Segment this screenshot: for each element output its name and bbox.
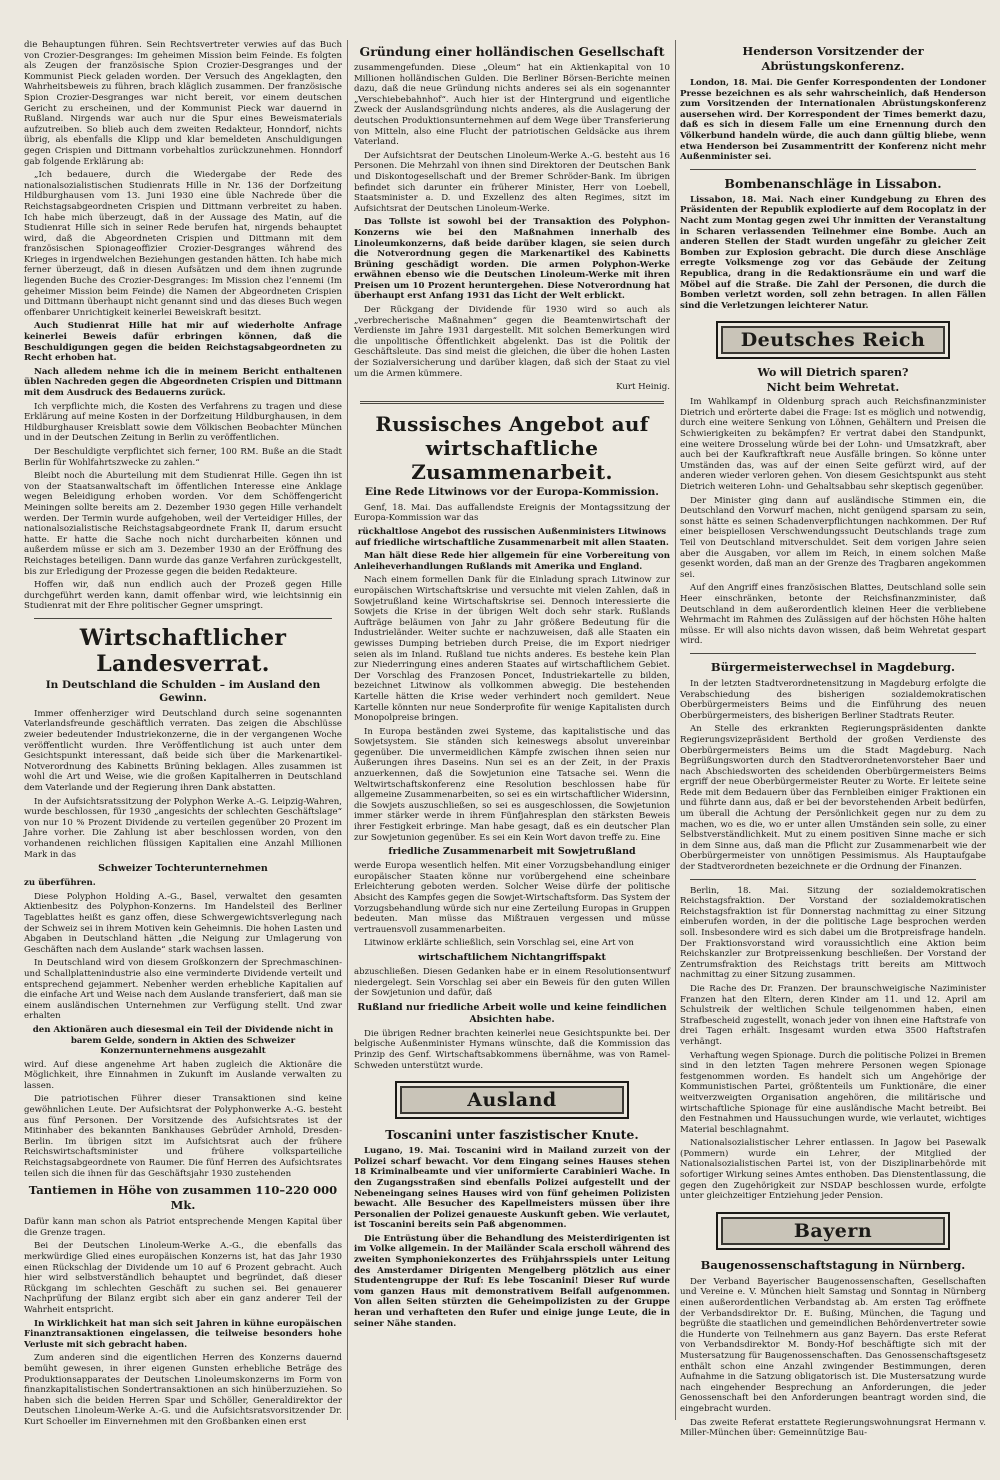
paragraph: Ich verpflichte mich, die Kosten des Verfahrens zu tragen und diese Erklärung auf meine Kosten in der Dorfzeitung Hildburghausen, in dem Hildburghauser Kreisblatt sowie dem Völkischen Beobachter München und in der Deutschen Zeitung in Berlin zu veröffentlichen. [24, 401, 342, 444]
headline-lissabon: Bombenanschläge in Lissabon. [724, 175, 942, 191]
divider [360, 401, 664, 404]
headline-russisches-angebot: Russisches Angebot auf wirtschaftliche Zusammenarbeit. [375, 411, 649, 484]
paragraph: wird. Auf diese angenehme Art haben zugleich die Aktionäre die Möglichkeit, ihre Einnahmen in Zukunft im Auslande verwalten zu lassen. [24, 1059, 342, 1091]
headline-dietrich: Wo will Dietrich sparen? [757, 366, 909, 380]
paragraph: An Stelle des erkrankten Regierungspräsidenten dankte Regierungsvizepräsident Berthold der großen Verdienste des Oberbürgermeisters Beims um die Stadt Magdeburg. Nach Begrüßungsworten durch den Stadtverordnetenvorsteher Baer und nach Abschiedsworten des scheidenden Oberbürgermeisters Beims ergriff der neue Oberbürgermeister Reuter zu Worte. Er leitete seine Rede mit dem Bedauern über das Fernbleiben einiger Fraktionen ein und führte dann aus, daß er bei der bevorstehenden Arbeit bedürfen, um überall die Achtung der Persönlichkeit gegen nur zu dem zu machen, wo es die, wo er unter allen Umständen sein solle, zu einer Selbstverständlichkeit. Mut zu einem positiven Sinne mache er sich in dem Sinne aus, daß man die Pflicht zur Zusammenarbeit wie der Oberbürgermeister von unnötigen Pessimismus. Als Hauptaufgabe der Stadtverordneten bezeichnete er die Ordnung der Finanzen. [680, 724, 986, 873]
paragraph: Der Rückgang der Dividende für 1930 wird so auch als „verbrecherische Maßnahmen“ gegen die Beamtenwirtschaft der Verdienste im Jahre 1931 dargestellt. Mit solchen Bemerkungen wird die unpolitische Öffentlichkeit abgelenkt. Das ist die Politik der Geschäftsleute. Das sind meist die gleichen, die über die hohen Lasten der Sozialversicherung und darüber klagen, daß sich der Staat zu viel um die Armen kümmere. [354, 305, 670, 379]
subhead-nichtangriffspakt: wirtschaftlichem Nichtangriffspakt [418, 951, 606, 963]
headline-magdeburg: Bürgermeisterwechsel in Magdeburg. [710, 659, 956, 674]
paragraph: die Behauptungen führen. Sein Rechtsvertreter verwies auf das Buch von Crozier-Desgranges: Im geheimen Mission beim Feinde. Es folgten als Zeugen der französische Spion Crozier-Desgranges und der Kommunist Pieck geladen worden. Der Versuch des Angeklagten, den Wahrheitsbeweis zu führen, brach kläglich zusammen. Der französische Spion Crozier-Desgranges war nicht bereit, vor einem deutschen Gericht zu erscheinen, und der Kommunist Pieck war dauernd in Rußland. Nirgends war auch nur die Spur eines Beweismaterials aufzutreiben. So blieb auch dem zweiten Redakteur, Honndorf, nichts übrig, als ebenfalls die Klipp und klar bemeldeten Anschuldigungen gegen Crispien und Dittmann vorbehaltlos zurückzunehmen. Honndorf gab folgende Erklärung ab: [24, 40, 342, 167]
headline-toscanini: Toscanini unter faszistischer Knute. [385, 1127, 639, 1143]
paragraph: Hoffen wir, daß nun endlich auch der Prozeß gegen Hille durchgeführt werden kann, damit offenbar wird, wie leichtsinnig ein Studienrat mit der Ehre politischer Gegner umspringt. [24, 580, 342, 612]
paragraph: werde Europa wesentlich helfen. Mit einer Vorzugsbehandlung einiger europäischer Staaten könne nur vorübergehend eine scheinbare Erleichterung geboten werden. Solcher Weise dürfe der politische Absicht des Kampfes gegen die Sowjet-Wirtschaftsform. Das System der Vorzugsbehandlung würde sich nur eine Zerteilung Europas in Gruppen bedeuten. Man müsse das Mißtrauen vergessen und müsse vertrauensvoll zusammenarbeiten. [354, 861, 670, 935]
divider [690, 169, 976, 170]
paragraph: In Wirklichkeit hat man sich seit Jahren in kühne europäischen Finanztransaktionen eingelassen, die teilweise besonders hohe Verluste mit sich gebracht haben. [24, 1318, 342, 1350]
paragraph: Der Aufsichtsrat der Deutschen Linoleum-Werke A.-G. besteht aus 16 Personen. Die Mehrzahl von ihnen sind Direktoren der Deutschen Bank und Diskontogesellschaft und der Bremer Schröder-Bank. Im übrigen befindet sich darunter ein früherer Minister, Herr von Loebell, Staatsminister a. D. und Exzellenz des alten Regimes, sitzt im Aufsichtsrat der Deutschen Linoleum-Werke. [354, 150, 670, 214]
paragraph: Nach alledem nehme ich die in meinem Bericht enthaltenen üblen Nachreden gegen die Abgeordneten Crispien und Dittmann mit dem Ausdruck des Bedauerns zurück. [24, 366, 342, 398]
paragraph: Die Entrüstung über die Behandlung des Meisterdirigenten ist im Volke allgemein. In der Mailänder Scala erscholl während des zweiten Symphoniekonzertes des Frühjahrsspiels unter Leitung des Amsterdamer Dirigenten Mengelberg plötzlich aus einer Studentengruppe der Ruf: Es lebe Toscanini! Dieser Ruf wurde vom ganzen Haus mit demonstrativem Beifall aufgenommen. Von allen Seiten stürzten die Geheimpolizisten zu der Gruppe heran und verhafteten den Rufer und einige junge Leute, die in seiner Nähe standen. [354, 1233, 670, 1329]
section-banner-bayern: Bayern [716, 1212, 950, 1250]
paragraph: Berlin, 18. Mai. Sitzung der sozialdemokratischen Reichstagsfraktion. Der Vorstand der sozialdemokratischen Reichstagsfraktion ist für Donnerstag nachmittag zu einer Sitzung einberufen worden, in der die politische Lage besprochen werden soll. Insbesondere wird es sich dabei um die Brotpreisfrage handeln. Der Fraktionsvorstand wird voraussichtlich eine Aktion beim Reichskanzler zur Brotpreissenkung beschließen. Der Vorstand der Zentrumsfraktion des Reichstags tritt bereits am Mittwoch nachmittag zu einer Sitzung zusammen. [680, 885, 986, 981]
paragraph: Zum anderen sind die eigentlichen Herren des Konzerns dauernd bemüht gewesen, in ihrer eigenen Gunsten erhebliche Beträge des Produktionsapparates der Deutschen Linoleumskonzerns im Form von finanzkapitalistischen Sondertransaktionen an sich hinüberzuziehen. So haben sich die beiden Herren Spar und Schöller, Generaldirektor der Deutschen Linoleum-Werke A.-G. und die Aufsichtsratsvorsitzender Dr. Kurt Schoeller im Einvernehmen mit den Großbanken einen erst [24, 1353, 342, 1427]
paragraph: In der letzten Stadtverordnetensitzung in Magdeburg erfolgte die Verabschiedung des bisherigen sozialdemokratischen Oberbürgermeisters Beims und die Einführung des neuen Oberbürgermeisters, des bisherigen Berliner Stadtrats Reuter. [680, 678, 986, 721]
paragraph: Genf, 18. Mai. Das auffallendste Ereignis der Montagssitzung der Europa-Kommission war das [354, 502, 670, 524]
column-left [24, 40, 342, 1427]
paragraph: Die patriotischen Führer dieser Transaktionen sind keine gewöhnlichen Leute. Der Aufsichtsrat der Polyphonwerke A.-G. besteht aus fünf Personen. Der Vorsitzende des Aufsichtsrates ist der Mitinhaber des bekannten Bankhauses Gebrüder Arnhold, Dresden-Berlin. Im übrigen sitzt im Aufsichtsrat auch der frühere Reichswirtschaftsminister und frühere volksparteiliche Reichstagsabgeordnete von Raumer. Die fünf Herren des Aufsichtsrates teilen sich die ihnen für das Geschäftsjahr 1930 zustehenden [24, 1094, 342, 1179]
paragraph: Im Wahlkampf in Oldenburg sprach auch Reichsfinanzminister Dietrich und erörterte dabei die Frage: Ist es möglich und notwendig, durch eine weitere Senkung von Löhnen, Gehältern und Preisen die Schwierigkeiten zu bekämpfen? Er vertrat dabei den Standpunkt, eine weitere Drosselung würde bei der Lohn- und Umsatzkraft, aber auch bei der Kaufkraftkraft neue Ausfälle bringen. So könne unter Umständen das, was auf der einen Seite gefürzt wird, auf der anderen wieder verloren gehen. Von diesem Gesichtspunkt aus steht Dietrich weiteren Lohn- und Gehaltsabbau sehr skeptisch gegenüber. [680, 397, 986, 493]
headline-baugenossenschaft: Baugenossenschaftstagung in Nürnberg. [700, 1257, 966, 1272]
divider [690, 879, 976, 880]
paragraph: In Deutschland wird von diesem Großkonzern der Sprechmaschinen- und Schallplattenindustrie also eine verminderte Dividende verteilt und entsprechend gejammert. Nebenher werden erhebliche Kapitalien auf die einfache Art und Weise nach dem Auslande transferiert, daß man sie einem ausländischen Unternehmen zur Verfügung stellt. Und zwar erhalten [24, 958, 342, 1022]
paragraph: Bleibt noch die Aburteilung mit dem Studienrat Hille. Gegen ihn ist von der Staatsanwaltschaft im öffentlichen Interesse eine Anklage wegen Beleidigung erhoben worden. Vor dem Schöffengericht Meiningen sollte bereits am 2. Dezember 1930 gegen Hille verhandelt werden. Der Termin wurde aufgehoben, weil der Verteidiger Hilles, der nationalsozialistische Reichstagsabgeordnete Frank II, darum ersucht hatte. Er hatte die Sache noch nicht durcharbeiten können und außerdem müsse er sich am 3. Dezember 1930 an der Eröffnung des Reichstages beteiligen. Dann wurde das ganze Verfahren zurückgestellt, bis zur Erledigung der Prozesse gegen die beiden Redakteure. [24, 471, 342, 577]
author-byline: Kurt Heinig. [616, 382, 670, 393]
paragraph: Man hält diese Rede hier allgemein für eine Vorbereitung von Anleiheverhandlungen Rußlands mit Amerika und England. [354, 551, 670, 572]
paragraph: Immer offenherziger wird Deutschland durch seine sogenannten Vaterlandsfreunde geschäftlich verraten. Das zeigen die Abschlüsse zweier bedeutender Industriekonzerne, die in der vergangenen Woche veröffentlicht wurden. Ihre Veröffentlichung ist auch unter dem Gesichtspunkt interessant, daß beide sich über die Markenartikel-Notverordnung des Kabinetts Brüning beklagen. Alles zusammen ist wohl die Art und Weise, wie die großen Kapitalherren in Deutschland dem Vaterlande und der Regierung ihren Dank abstatten. [24, 708, 342, 794]
paragraph: Der Minister ging dann auf ausländische Stimmen ein, die Deutschland den Vorwurf machen, nicht genügend sparsam zu sein, sonst hätte es seinen Schadenverpflichtungen nachkommen. Der Ruf einer beispiellosen Verschwendungssucht Deutschlands trage zum Teil von Deutschland mitverschuldet. Seit dem vorigen Jahre seien aber die Ausgaben, vor allem im Reich, in einem solchen Maße gesenkt worden, daß man an der Grenze des Tragbaren angekommen sei. [680, 495, 986, 580]
paragraph: Verhaftung wegen Spionage. Durch die politische Polizei in Bremen sind in den letzten Tagen mehrere Personen wegen Spionage festgenommen worden. Es handelt sich um Angehörige der Kommunistischen Partei, größtenteils um Funktionäre, die einer weitverzweigten Organisation angehören, die militärische und wirtschaftliche Spionage für eine ausländische Macht betreibt. Bei den Festnahmen und Haussuchungen wurde, wie verlautet, wichtiges Material beschlagnahmt. [680, 1050, 986, 1135]
paragraph: Litwinow erklärte schließlich, sein Vorschlag sei, eine Art von [364, 938, 634, 949]
subhead-schweizer: Schweizer Tochterunternehmen [98, 863, 268, 875]
column-rule-1 [347, 40, 348, 1420]
column-rule-2 [675, 40, 676, 1420]
paragraph: In Europa beständen zwei Systeme, das kapitalistische und das Sowjetsystem. Sie ständen sich keineswegs absolut unvereinbar gegenüber. Die unvermeidlichen Kämpfe zwischen ihnen seien nur Äußerungen ihres Daseins. Nun sei es an der Zeit, in der Praxis anzuerkennen, daß die Sowjetunion eine Tatsache sei. Wenn die Weltwirtschaftskonferenz eine Resolution beschlossen habe für allgemeine Zusammenarbeiten, so sei es ein wirtschaftlicher Widersinn, die Sowjets auszuschließen, so sei es ausgeschlossen, die Sowjetunion immer stärker werde in ihrem Fünfjahresplan den stärksten Beweis ihrer Festigkeit erbringe. Man habe gesagt, daß es ein deutscher Plan zur Sowjetunion gegenüber. Es sei ein Kein Wort davon treffe zu. Eine [354, 726, 670, 843]
paragraph: Das zweite Referat erstattete Regierungswohnungsrat Hermann v. Miller-München über: Gemeinnützige Bau- [680, 1417, 986, 1439]
paragraph: zu überführen. [24, 878, 96, 889]
divider [34, 618, 332, 619]
paragraph: Der Verband Bayerischer Baugenossenschaften, Gesellschaften und Vereine e. V. München hielt Samstag und Sonntag in Nürnberg einen außerordentlichen Verbandstag ab. Am ersten Tag eröffnete der Verbandsdirektor Dr. E. Bußing, München, die Tagung und begrüßte die staatlichen und gemeindlichen Behördenvertreter sowie die Hunderte von Teilnehmern aus ganz Bayern. Das erste Referat von Verbandsdirektor M. Bondy-Hof beschäftigte sich mit der Mustersatzung für Baugenossenschaften. Das Genossenschaftsgesetz enthält schon eine Anzahl zwingender Bestimmungen, deren Aufnahme in die Satzung obligatorisch ist. Die Mustersatzung wurde nach eingehender Besprechung an Anforderungen, die jeder Genossenschaft bei den Anforderungen beantragt worden sind, die eingebracht wurden. [680, 1276, 986, 1414]
headline-henderson: Henderson Vorsitzender der Abrüstungskonferenz. [742, 44, 924, 73]
paragraph: Auch Studienrat Hille hat mir auf wiederholte Anfrage keinerlei Beweis dafür erbringen können, daß die Beschuldigungen gegen die beiden Reichstagsabgeordneten zu Recht erhoben hat. [24, 321, 342, 364]
paragraph: Bei der Deutschen Linoleum-Werke A.-G., die ebenfalls das merkwürdige Glied eines europäischen Konzerns ist, hat das Jahr 1930 einen Rückschlag der Dividende um 10 auf 6 Prozent gebracht. Auch hier wird selbstverständlich behauptet und begründet, daß dieser Rückgang im schlechten Geschäft zu suchen sei. Bei genauerer Nachprüfung der Bilanz ergibt sich aber ein ganz anderer Teil der Wahrheit entspricht. [24, 1241, 342, 1315]
paragraph: Dafür kann man schon als Patriot entsprechende Mengen Kapital über die Grenze tragen. [24, 1217, 342, 1238]
paragraph-highlight: den Aktionären auch diesesmal ein Teil der Dividende nicht in barem Gelde, sondern in Aktien des Schweizer Konzernunternehmens ausgezahlt [32, 1024, 334, 1057]
paragraph: zusammengefunden. Diese „Oleum“ hat ein Aktienkapital von 10 Millionen holländischen Gulden. Die Berliner Börsen-Berichte meinen dazu, daß die neue Gründung nichts anderes sei als ein sogenannter „Verschiebebahnhof“. Auch hier ist der Hintergrund und eigentliche Zweck der Auslandsgründung nichts anderes, als die Auslagerung der deutschen Produktionsunternehmen auf dem Wege über Transferierung von Mitteln, also eine Flucht der patriotischen Geldsäcke aus ihrem Vaterland. [354, 63, 670, 148]
paragraph: Die Rache des Dr. Franzen. Der braunschweigische Naziminister Franzen hat den Eltern, deren Kinder am 11. und 12. April am Schulstreik der weltlichen Schule teilgenommen haben, einen Strafbescheid zugestellt, wonach jeder von ihnen eine Haftstrafe von drei Tagen erhält. Insgesamt wurden etwa 3500 Haftstrafen verhängt. [680, 983, 986, 1047]
section-banner-deutsches-reich: Deutsches Reich [716, 321, 950, 359]
paragraph: Nach einem formellen Dank für die Einladung sprach Litwinow zur europäischen Wirtschaftskrise und versuchte mit vielen Zahlen, daß in Sowjetrußland keine Wirtschaftskrise sei. Dennoch interessierte die Sowjets die Krise in der übrigen Welt doch sehr stark. Rußlands Aufträge beläumen von Jahr zu Jahr größere Bedeutung für die Industrieländer. Weiter suchte er nachzuweisen, daß alle Staaten ein gewisses Dumping betrieben durch Preise, die im Export niedriger seien als im Inland. Rußland tue nichts anderes. Es bestehe kein Plan zur Niederringung eines anderen Staates auf wirtschaftlichem Gebiet. Der Vorschlag des Franzosen Poncet, Industriekartelle zu bilden, bezeichnet Litwinow als vollkommen abwegig. Die bestehenden Kartelle hätten die Krise weder verhindert noch gemildert. Neue Kartelle könnten nur neue Sonderprofite für wenige Kapitalisten durch Monopolpreise bringen. [354, 575, 670, 724]
paragraph: In der Aufsichtsratssitzung der Polyphon Werke A.-G. Leipzig-Wahren, wurde beschlossen, für 1930 „angesichts der schlechten Geschäftslage“ von nur 10 % Prozent Dividende zu verteilen gegenüber 20 Prozent im Jahre vorher. Die Zahlung ist aber beschlossen worden, von den vorhandenen reichlichen flüssigen Kapitalien eine Anzahl Millionen Mark in das [24, 796, 342, 860]
paragraph: Die übrigen Redner brachten keinerlei neue Gesichtspunkte bei. Der belgische Außenminister Hymans wünschte, daß die Kommission das Prinzip des Genf. Wirtschaftsabkommens übernähme, was von Ramel-Schweden unterstützt wurde. [354, 1028, 670, 1071]
divider [690, 653, 976, 654]
headline-tantiemen: Tantiemen in Höhe von zusammen 110–220 000 Mk. [28, 1183, 338, 1213]
paragraph: Das Tollste ist sowohl bei der Transaktion des Polyphon-Konzerns wie bei den Maßnahmen innerhalb des Linoleumkonzerns, daß beide darüber klagen, sie seien durch die Notverordnung gegen die Markenartikel des Kabinetts Brüning geschädigt worden. Die armen Polyphon-Werke erwähnen ebenso wie die Deutschen Linoleum-Werke mit ihren Preisen um 10 Prozent heruntergehen. Diese Notverordnung hat überhaupt erst Anfang 1931 das Licht der Welt erblickt. [354, 217, 670, 302]
paragraph: London, 18. Mai. Die Genfer Korrespondenten der Londoner Presse bezeichnen es als sehr wahrscheinlich, daß Henderson zum Vorsitzenden der Internationalen Abrüstungskonferenz ausersehen wird. Der Korrespondent der Times bemerkt dazu, daß es sich in diesem Falle um eine Ernennung durch den Völkerbund handeln würde, die auch dann gültig bliebe, wenn etwa Henderson bei Zusammentritt der Konferenz nicht mehr Außenminister sei. [680, 78, 986, 163]
paragraph: Diese Polyphon Holding A.-G., Basel, verwaltet den gesamten Aktienbesitz des Polyphon-Konzerns. Im Handelsteil des Berliner Tageblattes heißt es ganz offen, diese Schwergewichtsverlegung nach der Schweiz sei in ihrem Motiven kein Geheimnis. Die hohen Lasten und Abgaben in Deutschland hätten „die Neigung zur Umlagerung von Geschäften nach dem Auslande“ stark wachsen lassen. [24, 891, 342, 955]
paragraph: Auf den Angriff eines französischen Blattes, Deutschland solle sein Heer einschränken, betonte der Reichsfinanzminister, daß Deutschland in dem außerordentlich kleinen Heer die verbliebene Wehrmacht im Rahmen des Zulässigen auf der höchsten Höhe halten müsse. Er will also nichts davon wissen, daß beim Wehretat gespart wird. [680, 583, 986, 647]
column-middle [354, 40, 670, 1420]
section-banner-ausland: Ausland [395, 1081, 629, 1119]
paragraph: „Ich bedauere, durch die Wiedergabe der Rede des nationalsozialistischen Studienrats Hille in Nr. 136 der Dorfzeitung Hildburghausen vom 13. Juni 1930 eine üble Nachrede über die Reichstagsabgeordneten Crispien und Dittmann verbreitet zu haben. Ich habe mich überzeugt, daß in der Aussage des Matin, auf die Studienrat Hille sich in seiner Rede berufen hat, nirgends behauptet wird, daß die Abgeordneten Crispien und Dittmann mit dem französischen Spionageoffizier Crozier-Desgranges während des Krieges in irgendwelchen Beziehungen gestanden hätten. Ich habe mich ferner überzeugt, daß in diesen Aufsätzen und dem ihnen zugrunde liegenden Buche des Crozier-Desgranges: Im Mission chez l’ennemi (Im geheimer Mission beim Feinde) die Namen der Abgeordneten Crispien und Dittmann überhaupt nicht genannt sind und das dieses Buch wegen offenbarer Unrichtigkeit keinerlei Beweiskraft besitzt. [24, 170, 342, 318]
paragraph-highlight: rückhaltlose Angebot des russischen Außenministers Litwinows auf friedliche wirtschaftliche Zusammenarbeit mit allen Staaten. [355, 527, 669, 548]
subheadline-litwinow: Eine Rede Litwinows vor der Europa-Kommission. [365, 485, 659, 498]
paragraph: abzuschließen. Diesen Gedanken habe er in einem Resolutionsentwurf niedergelegt. Sein Vorschlag sei aber ein Beweis für den guten Willen der Sowjetunion und dafür, daß [354, 966, 670, 999]
column-right [680, 40, 986, 1439]
subheadline-landesverrat: In Deutschland die Schulden – im Ausland den Gewinn. [45, 678, 321, 704]
paragraph: Nationalsozialistischer Lehrer entlassen. In Jagow bei Pasewalk (Pommern) wurde ein Lehrer, der Mitglied der Nationalsozialistischen Partei ist, von der Disziplinarbehörde mit sofortiger Wirkung seines Amtes enthoben. Das Dienstentlassung, die gegen den Zugehörigkeit zur NSDAP beschlossen wurde, erfolgte unter gleichzeitiger Entziehung jeder Pension. [680, 1138, 986, 1202]
subheadline-wehretat: Nicht beim Wehretat. [766, 381, 900, 395]
paragraph: Der Beschuldigte verpflichtet sich ferner, 100 RM. Buße an die Stadt Berlin für Wohlfahrtszwecke zu zahlen.“ [24, 446, 342, 468]
headline-landesverrat: Wirtschaftlicher Landesverrat. [79, 624, 287, 677]
subhead-friedliche-arbeit: Rußland nur friedliche Arbeit wolle und keine feindlichen Absichten habe. [357, 1001, 667, 1025]
paragraph: Lissabon, 18. Mai. Nach einer Kundgebung zu Ehren des Präsidenten der Republik explodierte auf dem Rocoplatz in der Nacht zum Montag gegen zwei Uhr inmitten der Veranstaltung in Scharen verlassenden Teilnehmer eine Bombe. Auch an anderen Stellen der Stadt wurden ungefähr zu gleicher Zeit Bomben zur Explosion gebracht. Die durch diese Anschläge erregte Volksmenge zog vor das Gebäude der Zeitung Republica, drang in die Redaktionsräume ein und warf die Möbel auf die Straße. Die Zahl der Personen, die durch die Bomben verletzt worden, soll zehn betragen. In allen Fällen sind die Verletzungen leichterer Natur. [680, 194, 986, 311]
subhead-sowjetrussland: friedliche Zusammenarbeit mit Sowjetrußland [388, 846, 636, 858]
paragraph: Lugano, 19. Mai. Toscanini wird in Mailand zurzeit von der Polizei scharf bewacht. Vor dem Eingang seines Hauses stehen 18 Kriminalbeamte und vier uniformierte Carabinieri Wache. In den Zugangsstraßen sind ebenfalls Polizei aufgestellt und der Nebeneingang seines Hauses wird von fünf geheimen Polizisten bewacht. Alle Besucher des Kapellmeisters müssen über ihre Personalien der Polizei genaueste Auskunft geben. Wie verlautet, ist Toscanini bereits sein Paß abgenommen. [354, 1146, 670, 1231]
headline-hollaendische-gesellschaft: Gründung einer holländischen Gesellschaft [359, 44, 665, 59]
